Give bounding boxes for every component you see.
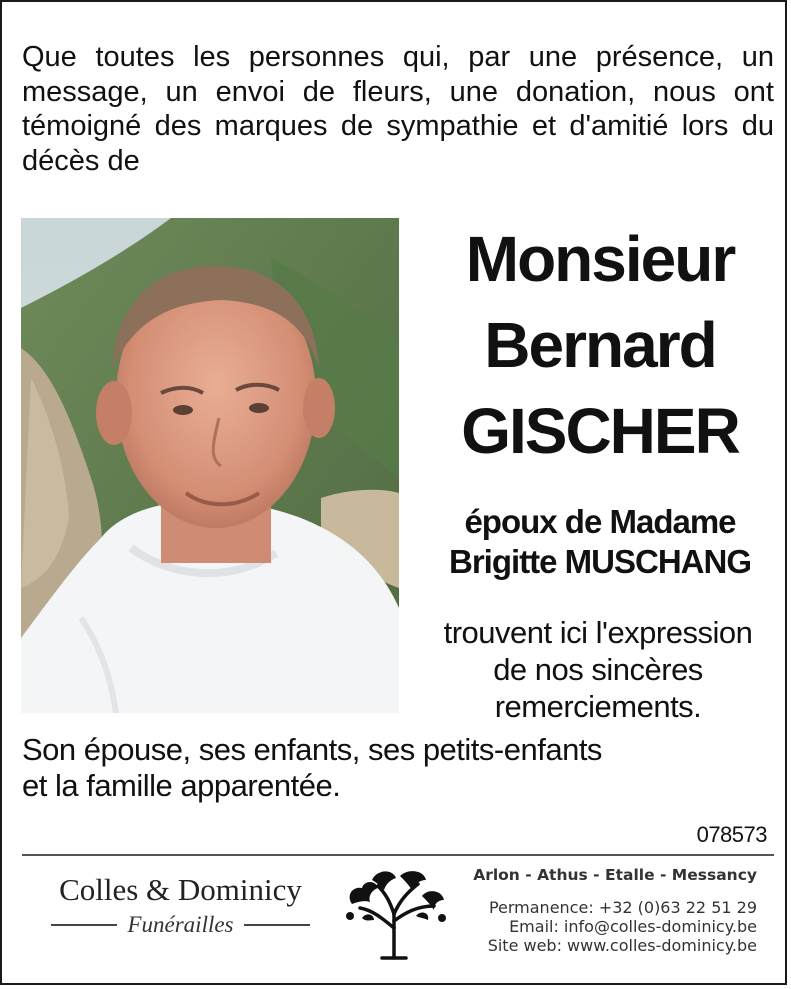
brand-name: Colles & Dominicy — [59, 872, 302, 907]
thanks-line-1: trouvent ici l'expression — [443, 615, 753, 650]
intro-text: Que toutes les personnes qui, par une présence, un message, un envoi de fleurs, une donation, nous ont témoigné des marques de sympathie et d'amitié lors du décès de — [22, 41, 774, 177]
email-line: Email: info@colles-dominicy.be — [509, 917, 757, 936]
tree-icon — [342, 866, 452, 966]
towns-list: Arlon - Athus - Etalle - Messancy — [473, 866, 757, 884]
deceased-name — [416, 216, 784, 474]
phone-line: Permanence: +32 (0)63 22 51 29 — [488, 898, 757, 917]
spouse-info — [416, 502, 784, 582]
family-line-2: et la famille apparentée. — [22, 768, 341, 803]
family-signature — [22, 732, 722, 804]
name-line-last: GISCHER — [461, 395, 739, 467]
name-line-title: Monsieur — [465, 223, 735, 295]
website-line: Site web: www.colles-dominicy.be — [487, 936, 757, 955]
thanks-line-2: de nos sincères — [493, 652, 703, 687]
brand-subtitle-row — [38, 910, 323, 940]
spouse-line-1: époux de Madame — [464, 503, 736, 540]
reference-number: 078573 — [696, 822, 767, 847]
subtitle-rule-right — [244, 924, 310, 926]
family-line-1: Son épouse, ses enfants, ses petits-enfants — [22, 732, 602, 767]
contact-info — [447, 864, 757, 955]
spouse-line-2: Brigitte MUSCHANG — [449, 543, 751, 580]
name-line-first: Bernard — [484, 309, 716, 381]
brand-subtitle: Funérailles — [127, 912, 234, 937]
brand-logo-text — [38, 870, 323, 940]
subtitle-rule-left — [51, 924, 117, 926]
thanks-text — [412, 614, 784, 725]
thanks-line-3: remerciements. — [494, 689, 702, 724]
footer-divider — [22, 854, 774, 856]
portrait-photo — [21, 218, 399, 713]
